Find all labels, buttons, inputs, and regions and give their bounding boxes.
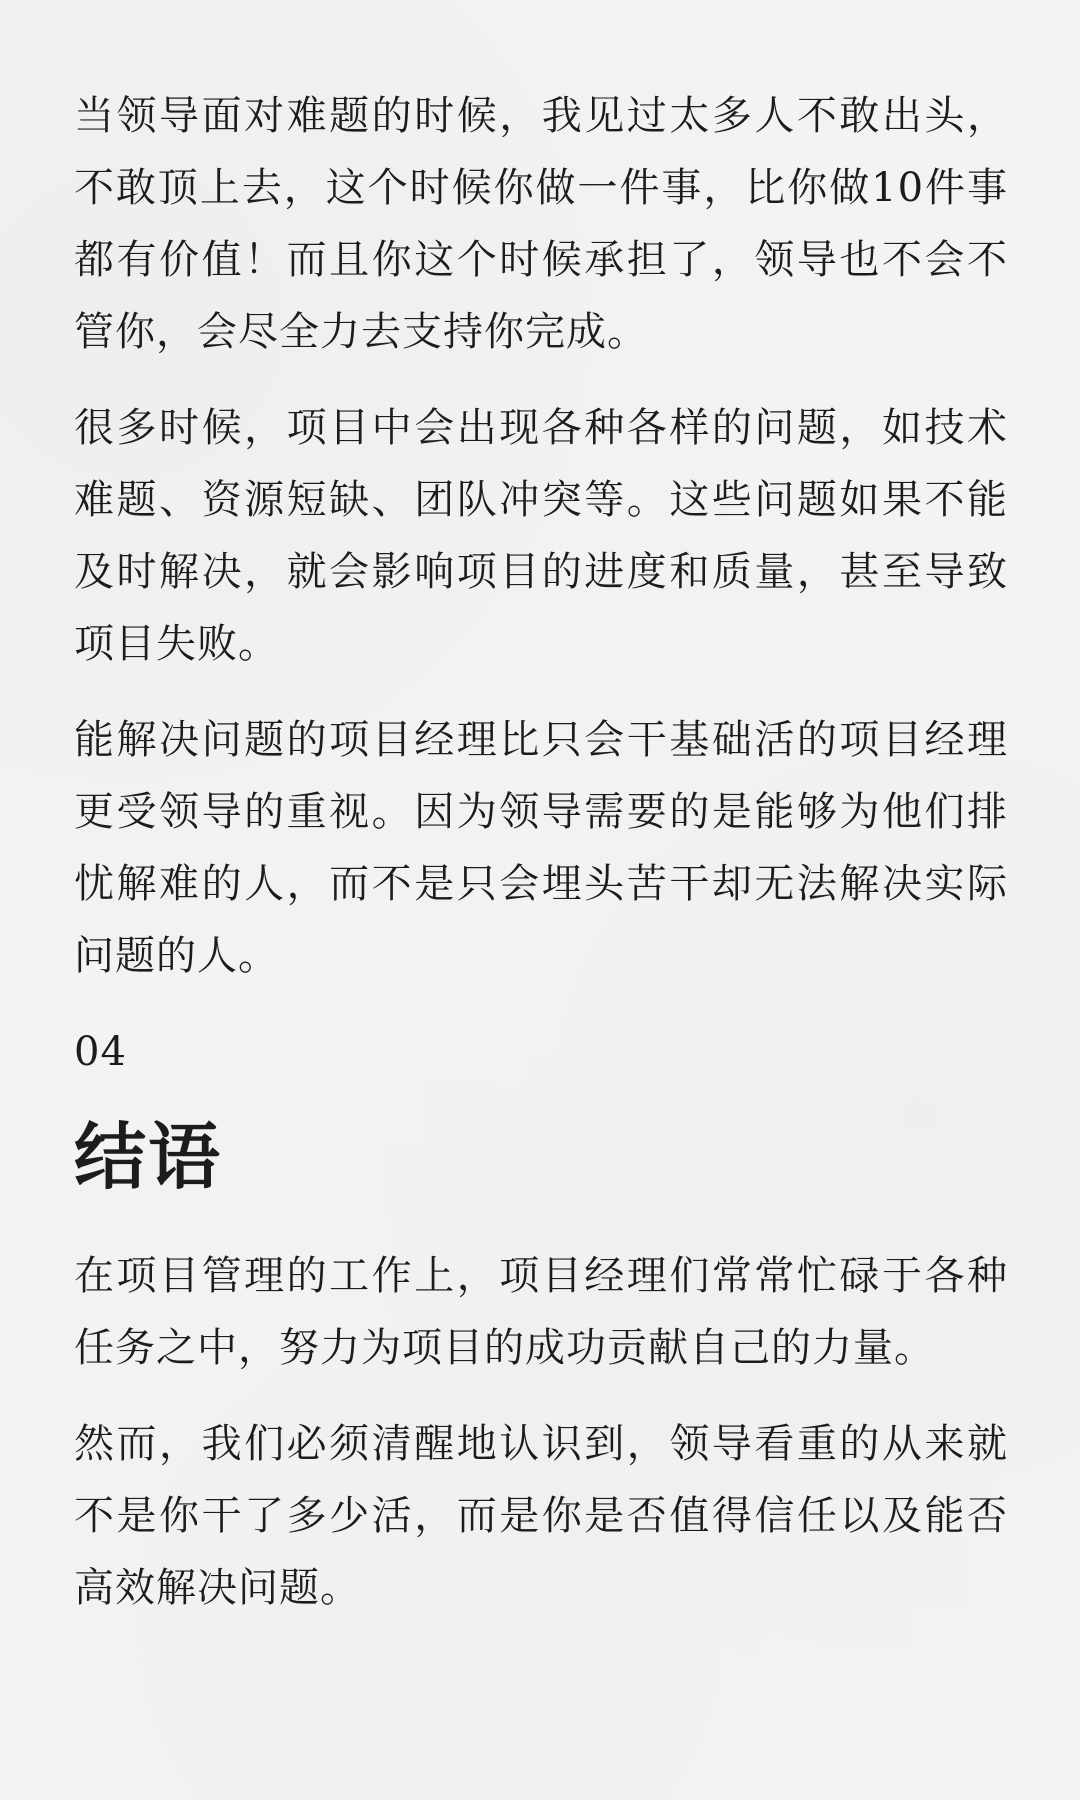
paragraph-problem-solving-manager: 能解决问题的项目经理比只会干基础活的项目经理更受领导的重视。因为领导需要的是能够为他们排忧解难的人，而不是只会埋头苦干却无法解决实际问题的人。 (74, 717, 1008, 979)
section-title: 结语 (74, 1114, 223, 1199)
section-number: 04 (74, 1029, 127, 1075)
paragraph-conclusion: 然而，我们必须清醒地认识到，领导看重的从来就不是你干了多少活，而是你是否值得信任以及能否高效解决问题。 (74, 1421, 1008, 1611)
paragraph-leader-difficulty: 当领导面对难题的时候，我见过太多人不敢出头，不敢顶上去，这个时候你做一件事，比你做10件事都有价值！而且你这个时候承担了，领导也不会不管你，会尽全力去支持你完成。 (74, 93, 1008, 355)
paragraph-project-management-work: 在项目管理的工作上，项目经理们常常忙碌于各种任务之中，努力为项目的成功贡献自己的力量。 (74, 1253, 1008, 1371)
paragraph-project-problems: 很多时候，项目中会出现各种各样的问题，如技术难题、资源短缺、团队冲突等。这些问题如果不能及时解决，就会影响项目的进度和质量，甚至导致项目失败。 (74, 405, 1008, 667)
